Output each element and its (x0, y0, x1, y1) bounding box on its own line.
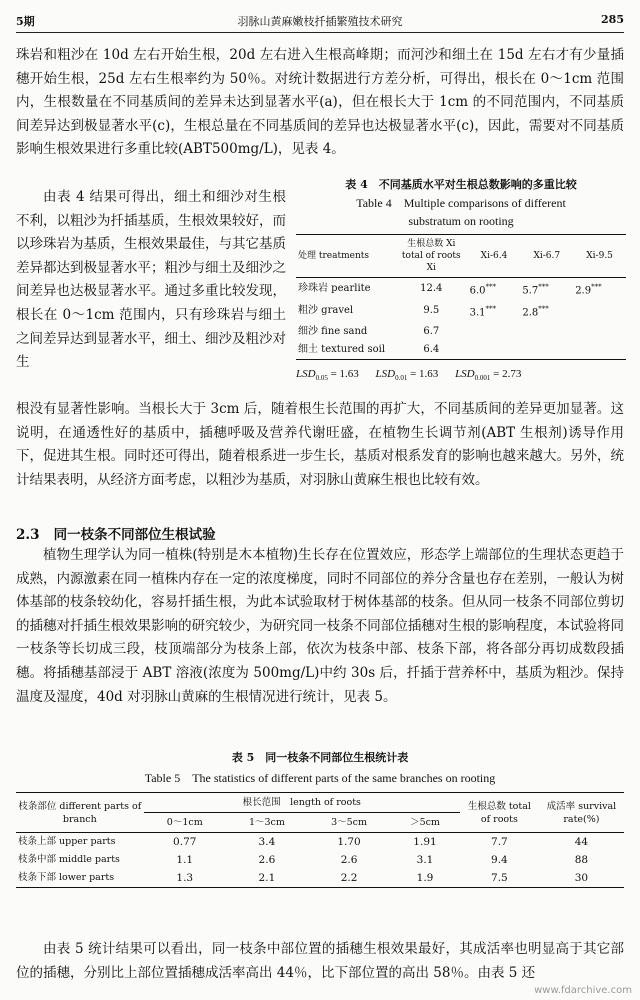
paragraph-top: 珠岩和粗沙在 10d 左右开始生根，20d 左右进入生根高峰期；而河沙和细土在 15d 左右才有少量插穗开始生根，25d 左右生根率约为 50％。对统计数据进行方差分析，可得出，根长在 0～1cm 范围内，生根数量在不同基质间的差异未达到显著水平(a)，但在根长大于 1cm 的不同范围内，不同基质间差异达到极显著水平(c)，生根总量在不同基质间的差异也达极显著水平(c)，因此，需要对不同基质影响生根效果进行多重比较(ABT500mg/L)，见表 4。 (16, 47, 624, 158)
table-row (296, 323, 626, 341)
t5-header-survival: 成活率 survival rate(%) (539, 793, 624, 833)
t4-cell-c1 (468, 323, 521, 341)
t4-cell-c3 (573, 323, 626, 341)
lsd-005: $LSD_{0.05} = 1.63$ (296, 367, 359, 382)
t4-cell-total: 6.4 (395, 341, 468, 360)
table-row (296, 300, 626, 322)
t5-cell-r1: 0.77 (173, 836, 197, 848)
t5-header-length: 根长范围 length of roots (144, 793, 460, 813)
watermark-text: www.fdarchive.com (534, 985, 632, 996)
table-row (296, 341, 626, 360)
t5-cell-survival: 88 (574, 854, 589, 866)
t4-cell-total: 12.4 (420, 283, 443, 295)
t5-cell-r1: 1.1 (176, 854, 194, 866)
t5-cell-total: 7.7 (491, 836, 508, 848)
page-header (16, 10, 624, 33)
t4-cell-c2 (520, 323, 573, 341)
t5-header-r3: 3～5cm (308, 813, 390, 833)
t4-header-treatment: 处理 treatments (296, 235, 395, 278)
t4-header-total: 生根总数 Xi total of roots Xi (395, 235, 468, 278)
t4-cell-name: 细沙 fine sand (298, 325, 368, 337)
t5-cell-r3: 1.70 (337, 836, 361, 848)
t5-header-r1: 0～1cm (144, 813, 226, 833)
t4-header-c2: Xi-6.7 (520, 235, 573, 278)
t5-cell-r4: 3.1 (416, 854, 434, 866)
t5-cell-r2: 2.1 (226, 869, 308, 888)
t5-header-r4: ＞5cm (390, 813, 460, 833)
t4-cell-name: 细土 textured soil (296, 341, 395, 360)
t5-cell-survival: 44 (574, 836, 589, 848)
t5-header-part: 枝条部位 different parts of branch (16, 793, 144, 833)
t5-cell-r3: 2.2 (308, 869, 390, 888)
paragraph-left-column: 由表 4 结果可得出，细土和细沙对生根不利，以粗沙为扦插基质，生根效果较好，而以珍珠岩为基质，生根效果最佳，与其它基质差异都达到极显著水平；粗沙与细土及细沙之间差异也达极显著水平。通过多重比较发现，根长在 0～1cm 范围内，只有珍珠岩与细土之间差异达到显著水平，细土、细沙及粗沙对生 (16, 189, 286, 371)
lsd-0001: $LSD_{0.001} = 2.73$ (455, 367, 522, 382)
t4-cell-total: 6.7 (423, 325, 440, 337)
t5-cell-name: 枝条中部 middle parts (18, 854, 120, 865)
t5-cell-r4: 1.91 (413, 836, 437, 848)
section-number: 2.3 (16, 527, 40, 543)
t4-cell-total: 9.5 (423, 305, 440, 317)
table-4 (296, 176, 626, 382)
t5-cell-survival: 30 (539, 869, 624, 888)
table-4-caption-en-1: Table 4 Multiple comparisons of different (356, 196, 566, 210)
section-title: 同一枝条不同部位生根试验 (53, 527, 216, 543)
t5-cell-r3: 2.6 (340, 854, 358, 866)
t4-cell-name: 粗沙 gravel (298, 305, 354, 317)
issue-number: 5期 (16, 15, 35, 28)
t5-cell-total: 7.5 (460, 869, 539, 888)
paragraph-continuation: 根没有显著性影响。当根长大于 3cm 后，随着根生长范围的再扩大，不同基质间的差异更加显著。这说明，在通透性好的基质中，插穗呼吸及营养代谢旺盛，在植物生长调节剂(ABT 生根剂)诱导作用下，促进其生根。同时还可得出，随着根系进一步生长，基质对根系发育的影响也越来越大。另外，统计结果表明，从经济方面考虑，以粗沙为基质，对羽脉山黄麻生根也比较有效。 (16, 401, 624, 488)
table-row (16, 833, 624, 852)
table-4-caption-en-2: substratum on rooting (408, 214, 514, 228)
t5-cell-name: 枝条下部 lower parts (16, 869, 144, 888)
running-title: 羽脉山黄麻嫩枝扦插繁殖技术研究 (237, 15, 403, 28)
table-4-lsd (296, 368, 626, 382)
paragraph-bottom: 由表 5 统计结果可以看出，同一枝条中部位置的插穗生根效果最好，其成活率也明显高于其它部位的插穗，分别比上部位置插穗成活率高出 44％，比下部位置的高出 58％。由表 5 还 (16, 941, 624, 981)
t4-header-c3: Xi-9.5 (573, 235, 626, 278)
table-4-grid (296, 234, 626, 360)
section-heading (16, 523, 216, 543)
t5-cell-r2: 2.6 (258, 854, 276, 866)
t4-cell-c1: 6.0*** (469, 283, 496, 297)
t5-header-total: 生根总数 total of roots (460, 793, 539, 833)
paragraph-section: 植物生理学认为同一植株(特别是木本植物)生长存在位置效应，形态学上端部位的生理状态更趋于成熟，内源激素在同一植株内存在一定的浓度梯度，同时不同部位的养分含量也存在差别，一般认为树体基部的枝条较幼化，容易扦插生根，为此本试验取材于树体基部的枝条。但从同一枝条不同部位剪切的插穗对扦插生根效果影响的研究较少，为研究同一枝条不同部位插穗对生根的影响程度，本试验将同一枝条等长切成三段，枝顶端部分为枝条上部，依次为枝条中部、枝条下部，将各部分再切成数段插穗。将插穗基部浸于 ABT 溶液(浓度为 500mg/L)中约 30s 后，扦插于营养杯中，基质为粗沙。保持温度及湿度，40d 对羽脉山黄麻的生根情况进行统计，见表 5。 (16, 547, 624, 705)
t5-cell-name: 枝条上部 upper parts (18, 836, 116, 847)
table-row (296, 278, 626, 301)
table-row (16, 851, 624, 869)
table-row (16, 869, 624, 888)
t4-cell-c2 (520, 341, 573, 360)
t5-cell-r1: 1.3 (144, 869, 226, 888)
t4-cell-c3: 2.9*** (575, 283, 602, 297)
t4-cell-c2: 5.7*** (522, 283, 549, 297)
page-number: 285 (601, 13, 624, 26)
t5-cell-total: 9.4 (491, 854, 508, 866)
lsd-001: $LSD_{0.01} = 1.63$ (375, 367, 439, 382)
table-5-caption-zh: 表 5 同一枝条不同部位生根统计表 (231, 751, 409, 764)
table-5 (16, 748, 624, 888)
t5-header-r2: 1～3cm (226, 813, 308, 833)
t4-cell-name: 珍珠岩 pearlite (298, 283, 371, 295)
t5-cell-r4: 1.9 (390, 869, 460, 888)
t4-cell-c2: 2.8*** (522, 305, 549, 319)
table-5-grid (16, 792, 624, 888)
t4-cell-c3 (573, 300, 626, 322)
t4-cell-c3 (573, 341, 626, 360)
table-4-caption-zh: 表 4 不同基质水平对生根总数影响的多重比较 (345, 178, 577, 191)
t5-cell-r2: 3.4 (258, 836, 276, 848)
t4-cell-c1 (468, 341, 521, 360)
t4-header-c1: Xi-6.4 (468, 235, 521, 278)
t4-cell-c1: 3.1*** (469, 305, 496, 319)
table-5-caption-en: Table 5 The statistics of different parts of the same branches on rooting (144, 771, 496, 785)
